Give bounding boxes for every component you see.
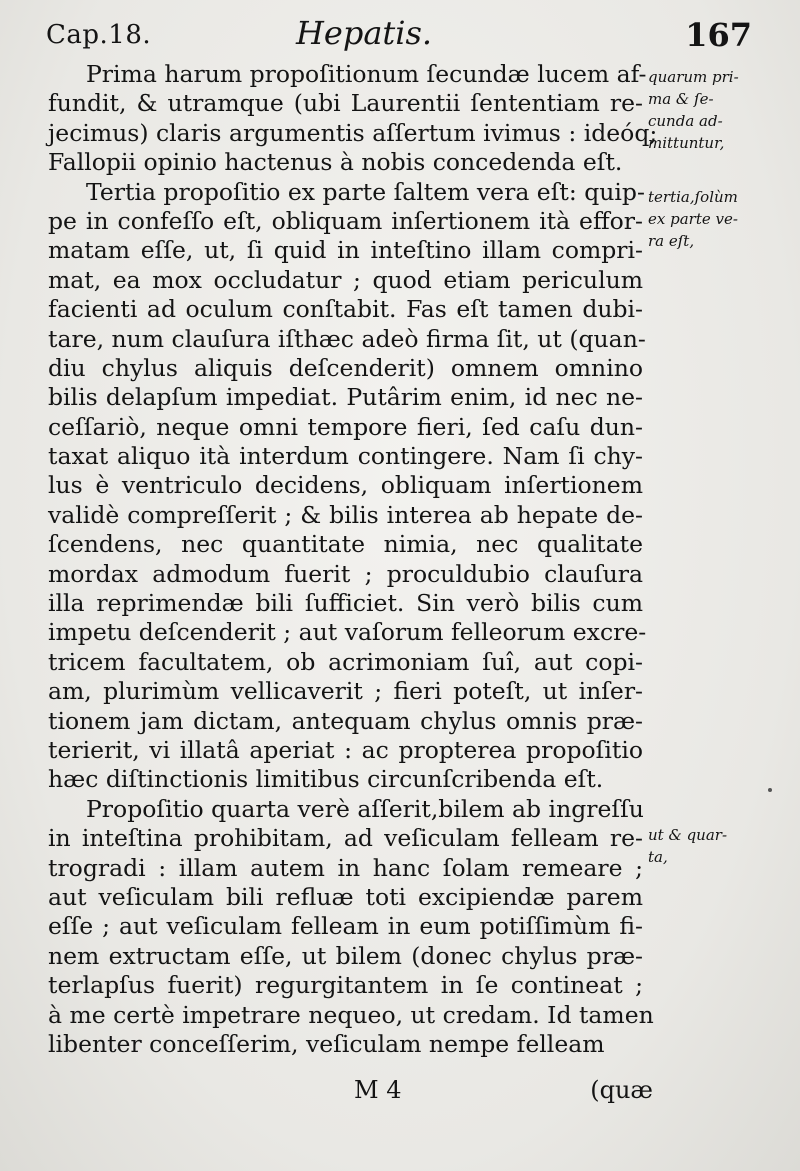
text-line: pe in confeſſo eſt, obliquam inſertionem ità effor- bbox=[48, 206, 643, 235]
page-footer bbox=[48, 1076, 653, 1110]
marginal-line: tertia,ſolùm bbox=[648, 188, 738, 206]
text-line: tare, num clauſura iſthæc adeò firma ſit, ut (quan- bbox=[48, 324, 646, 353]
text-line: illa reprimendæ bili ſufficiet. Sin verò bilis cum bbox=[48, 589, 643, 618]
text-line: taxat aliquo ità interdum contingere. Nam ſi chy- bbox=[48, 442, 643, 471]
marginal-note-2 bbox=[648, 186, 798, 252]
text-line: fundit, & utramque (ubi Laurentii ſententiam re- bbox=[48, 89, 643, 118]
text-line: Prima harum propoſitionum ſecundæ lucem af- bbox=[86, 60, 647, 88]
text-line: libenter conceſſerim, veſiculam nempe felleam bbox=[48, 1029, 605, 1058]
marginal-line: ta, bbox=[648, 848, 668, 866]
marginal-note-3 bbox=[648, 824, 798, 868]
text-line: lus è ventriculo decidens, obliquam inſertionem bbox=[48, 471, 643, 500]
text-line: à me certè impetrare nequeo, ut credam. Id tamen bbox=[48, 1000, 654, 1029]
text-line: trogradi : illam autem in hanc ſolam remeare ; bbox=[48, 853, 643, 882]
chapter-label: Cap.18. bbox=[46, 20, 152, 50]
text-line: am, plurimùm vellicaverit ; fieri poteſt, ut inſer- bbox=[48, 677, 643, 706]
text-line: bilis delapſum impediat. Putârim enim, id nec ne- bbox=[48, 383, 643, 412]
catchword: (quæ bbox=[590, 1076, 653, 1104]
body-text bbox=[48, 60, 658, 1059]
text-line: nem extructam eſſe, ut bilem (donec chylus præ- bbox=[48, 941, 643, 970]
marginal-line: quarum pri- bbox=[648, 68, 739, 86]
text-line: mordax admodum fuerit ; proculdubio clauſura bbox=[48, 559, 643, 588]
marginal-line: ra eſt, bbox=[648, 232, 695, 250]
marginal-note-1 bbox=[648, 66, 798, 154]
marginal-line: mittuntur, bbox=[648, 134, 725, 152]
text-line: ſcendens, nec quantitate nimia, nec qualitate bbox=[48, 530, 643, 559]
text-line: terierit, vi illatâ aperiat : ac propterea propoſitio bbox=[48, 735, 643, 764]
text-line: Fallopii opinio hactenus à nobis concedenda eſt. bbox=[48, 148, 623, 177]
marginal-line: ex parte ve- bbox=[648, 210, 738, 228]
text-line: terlapſus fuerit) regurgitantem in ſe contineat ; bbox=[48, 971, 643, 1000]
text-line: ceſſariò, neque omni tempore fieri, ſed caſu dun- bbox=[48, 412, 643, 441]
running-title: Hepatis. bbox=[296, 14, 433, 52]
running-header bbox=[46, 14, 752, 58]
text-line: jecimus) claris argumentis aſſertum ivimus : ideóq; bbox=[48, 118, 658, 147]
text-line: in inteſtina prohibitam, ad veſiculam felleam re- bbox=[48, 824, 643, 853]
signature-mark: M 4 bbox=[354, 1076, 402, 1104]
page-number: 167 bbox=[685, 16, 752, 54]
text-line: eſſe ; aut veſiculam felleam in eum potiſſimùm fi- bbox=[48, 912, 643, 941]
text-line: diu chylus aliquis deſcenderit) omnem omnino bbox=[48, 353, 643, 382]
marginal-line: ut & quar- bbox=[648, 826, 728, 844]
text-line: mat, ea mox occludatur ; quod etiam periculum bbox=[48, 265, 643, 294]
text-line: facienti ad oculum conſtabit. Fas eſt tamen dubi- bbox=[48, 295, 643, 324]
marginal-line: cunda ad- bbox=[648, 112, 723, 130]
text-line: validè compreſſerit ; & bilis interea ab hepate de- bbox=[48, 500, 643, 529]
text-line: impetu deſcenderit ; aut vaſorum felleorum excre- bbox=[48, 618, 647, 647]
text-line: Propoſitio quarta verè aſſerit,bilem ab ingreſſu bbox=[86, 794, 644, 823]
ink-speck bbox=[768, 788, 772, 792]
text-line: tionem jam dictam, antequam chylus omnis præ- bbox=[48, 706, 643, 735]
text-line: Tertia propoſitio ex parte ſaltem vera eſt: quip- bbox=[86, 177, 645, 206]
text-line: tricem facultatem, ob acrimoniam ſuî, aut copi- bbox=[48, 647, 643, 676]
text-line: hæc diſtinctionis limitibus circunſcribenda eſt. bbox=[48, 765, 604, 794]
marginal-line: ma & ſe- bbox=[648, 90, 714, 108]
text-line: aut veſiculam bili refluæ toti excipiendæ parem bbox=[48, 882, 643, 911]
text-line: matam eſſe, ut, ſi quid in inteſtino illam compri- bbox=[48, 236, 643, 265]
